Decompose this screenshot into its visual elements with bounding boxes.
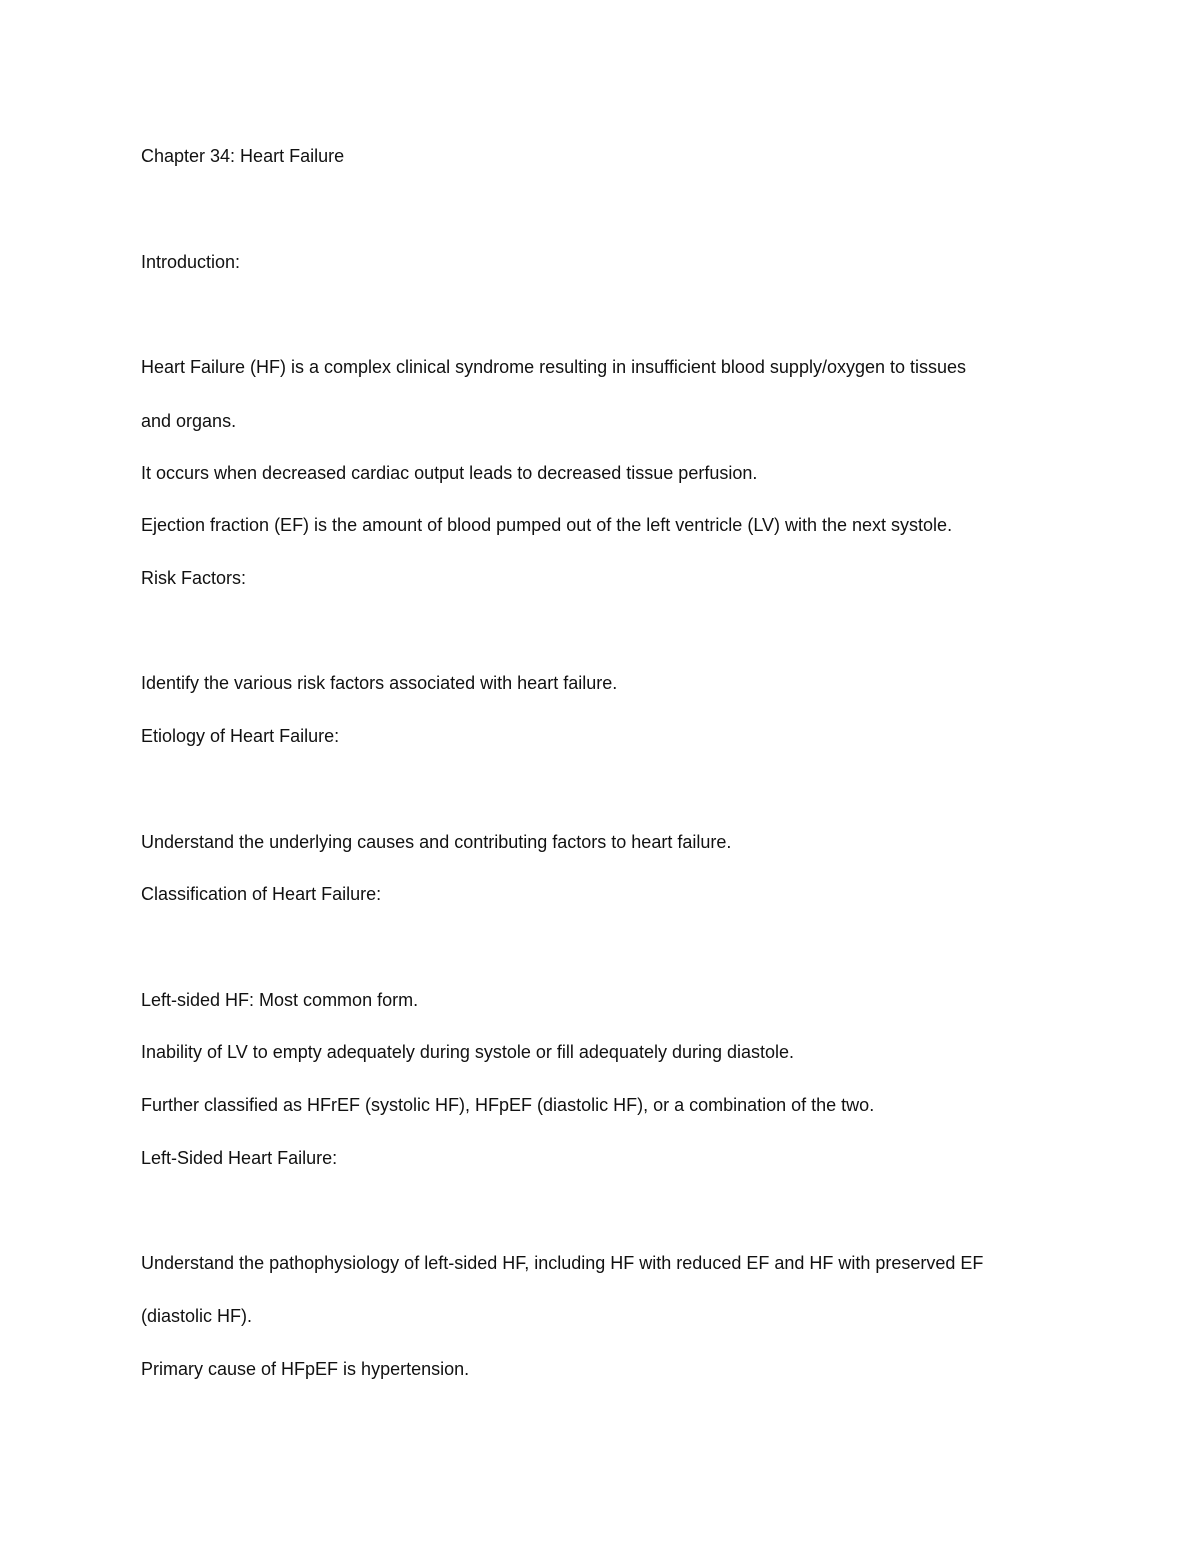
paragraph-line: (diastolic HF).	[141, 1306, 253, 1326]
paragraph-line: Further classified as HFrEF (systolic HF), HFpEF (diastolic HF), or a combination of the two.	[141, 1095, 875, 1115]
section-heading-left-sided-hf: Left-Sided Heart Failure:	[141, 1148, 338, 1168]
paragraph-line: Left-sided HF: Most common form.	[141, 990, 419, 1010]
paragraph-line: Heart Failure (HF) is a complex clinical syndrome resulting in insufficient blood supply/oxygen to tissues	[141, 357, 967, 377]
document-title: Chapter 34: Heart Failure	[141, 146, 345, 166]
section-heading-introduction: Introduction:	[141, 252, 241, 272]
paragraph-line: Understand the pathophysiology of left-sided HF, including HF with reduced EF and HF with preserved EF	[141, 1253, 984, 1273]
paragraph-line: Inability of LV to empty adequately during systole or fill adequately during diastole.	[141, 1042, 795, 1062]
section-heading-risk-factors: Risk Factors:	[141, 568, 247, 588]
paragraph-line: and organs.	[141, 411, 237, 431]
paragraph-line: Understand the underlying causes and contributing factors to heart failure.	[141, 832, 732, 852]
paragraph-line: Identify the various risk factors associated with heart failure.	[141, 673, 618, 693]
paragraph-line: Primary cause of HFpEF is hypertension.	[141, 1359, 470, 1379]
section-heading-classification: Classification of Heart Failure:	[141, 884, 382, 904]
section-heading-etiology: Etiology of Heart Failure:	[141, 726, 340, 746]
paragraph-line: It occurs when decreased cardiac output leads to decreased tissue perfusion.	[141, 463, 758, 483]
paragraph-line: Ejection fraction (EF) is the amount of blood pumped out of the left ventricle (LV) with the next systole.	[141, 515, 953, 535]
